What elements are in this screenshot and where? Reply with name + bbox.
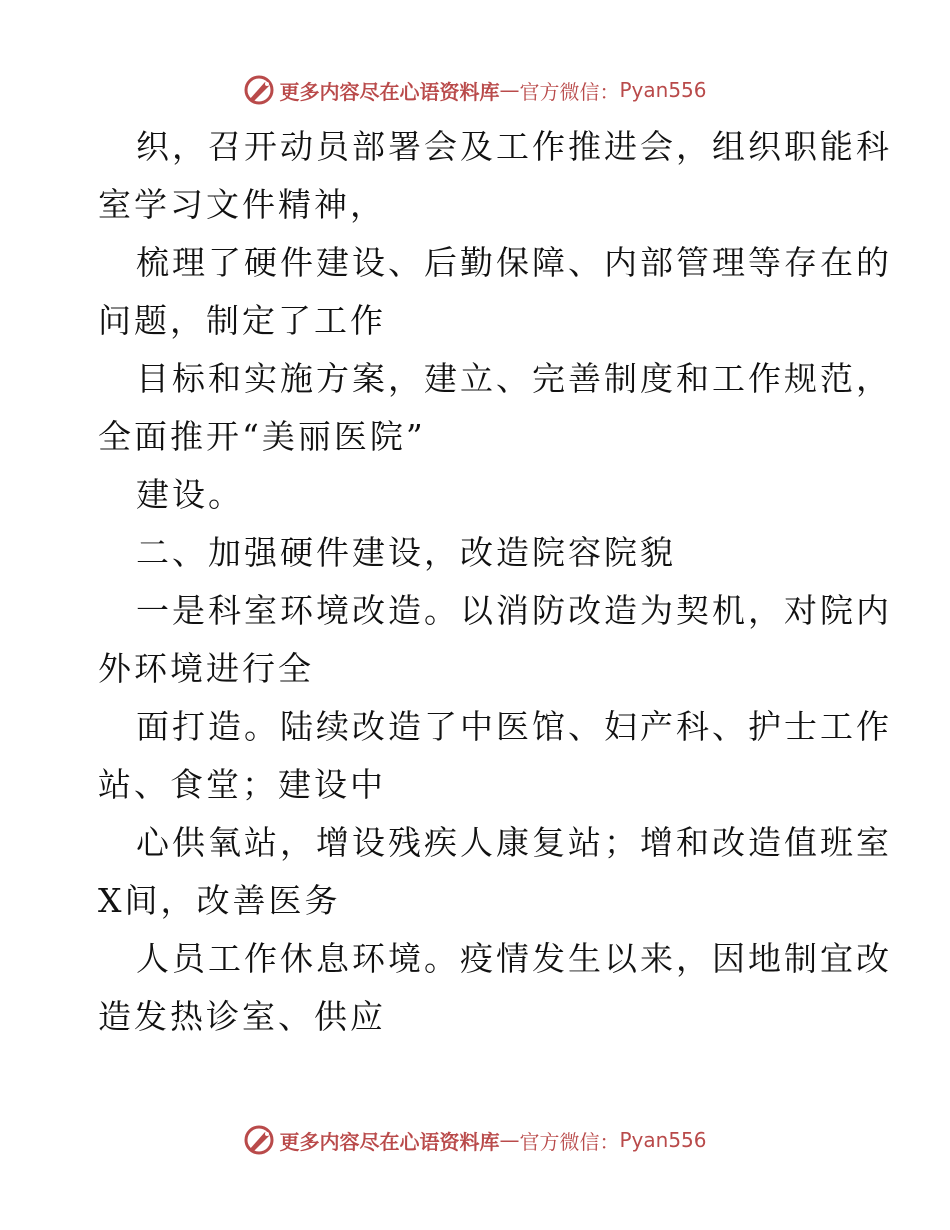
body-line: 心供氧站，增设残疾人康复站；增和改造值班室 bbox=[136, 823, 892, 862]
banner-wechat-label: 官方微信： bbox=[519, 79, 620, 104]
body-line: 织，召开动员部署会及工作推进会，组织职能科 bbox=[136, 127, 892, 166]
body-line: 室学习文件精神， bbox=[98, 185, 386, 224]
body-line: 建设。 bbox=[136, 475, 244, 514]
section-heading: 二、加强硬件建设，改造院容院貌 bbox=[136, 533, 676, 572]
banner-brand-text: 更多内容尽在心语资料库 bbox=[279, 79, 500, 104]
body-line: 目标和实施方案，建立、完善制度和工作规范， bbox=[136, 359, 892, 398]
banner-wechat-id: Pyan556 bbox=[619, 78, 707, 102]
body-line: 站、食堂；建设中 bbox=[98, 765, 386, 804]
body-line: 梳理了硬件建设、后勤保障、内部管理等存在的 bbox=[136, 243, 892, 282]
body-line: 一是科室环境改造。以消防改造为契机，对院内 bbox=[136, 591, 892, 630]
document-body bbox=[98, 118, 892, 1046]
banner-brand-text: 更多内容尽在心语资料库 bbox=[279, 1129, 500, 1154]
body-line: 人员工作休息环境。疫情发生以来，因地制宜改 bbox=[136, 939, 892, 978]
header-watermark-banner bbox=[0, 70, 950, 110]
body-line: 问题，制定了工作 bbox=[98, 301, 386, 340]
banner-separator: — bbox=[499, 78, 520, 102]
body-line: 造发热诊室、供应 bbox=[98, 997, 386, 1036]
pen-circle-logo-icon bbox=[243, 1124, 275, 1156]
banner-wechat-id: Pyan556 bbox=[619, 1128, 707, 1152]
body-line: X间，改善医务 bbox=[98, 881, 341, 920]
banner-separator: — bbox=[499, 1128, 520, 1152]
body-line: 面打造。陆续改造了中医馆、妇产科、护士工作 bbox=[136, 707, 892, 746]
footer-watermark-banner bbox=[0, 1120, 950, 1160]
body-line: 全面推开“美丽医院” bbox=[98, 417, 426, 456]
banner-wechat-label: 官方微信： bbox=[519, 1129, 620, 1154]
pen-circle-logo-icon bbox=[243, 74, 275, 106]
body-line: 外环境进行全 bbox=[98, 649, 314, 688]
